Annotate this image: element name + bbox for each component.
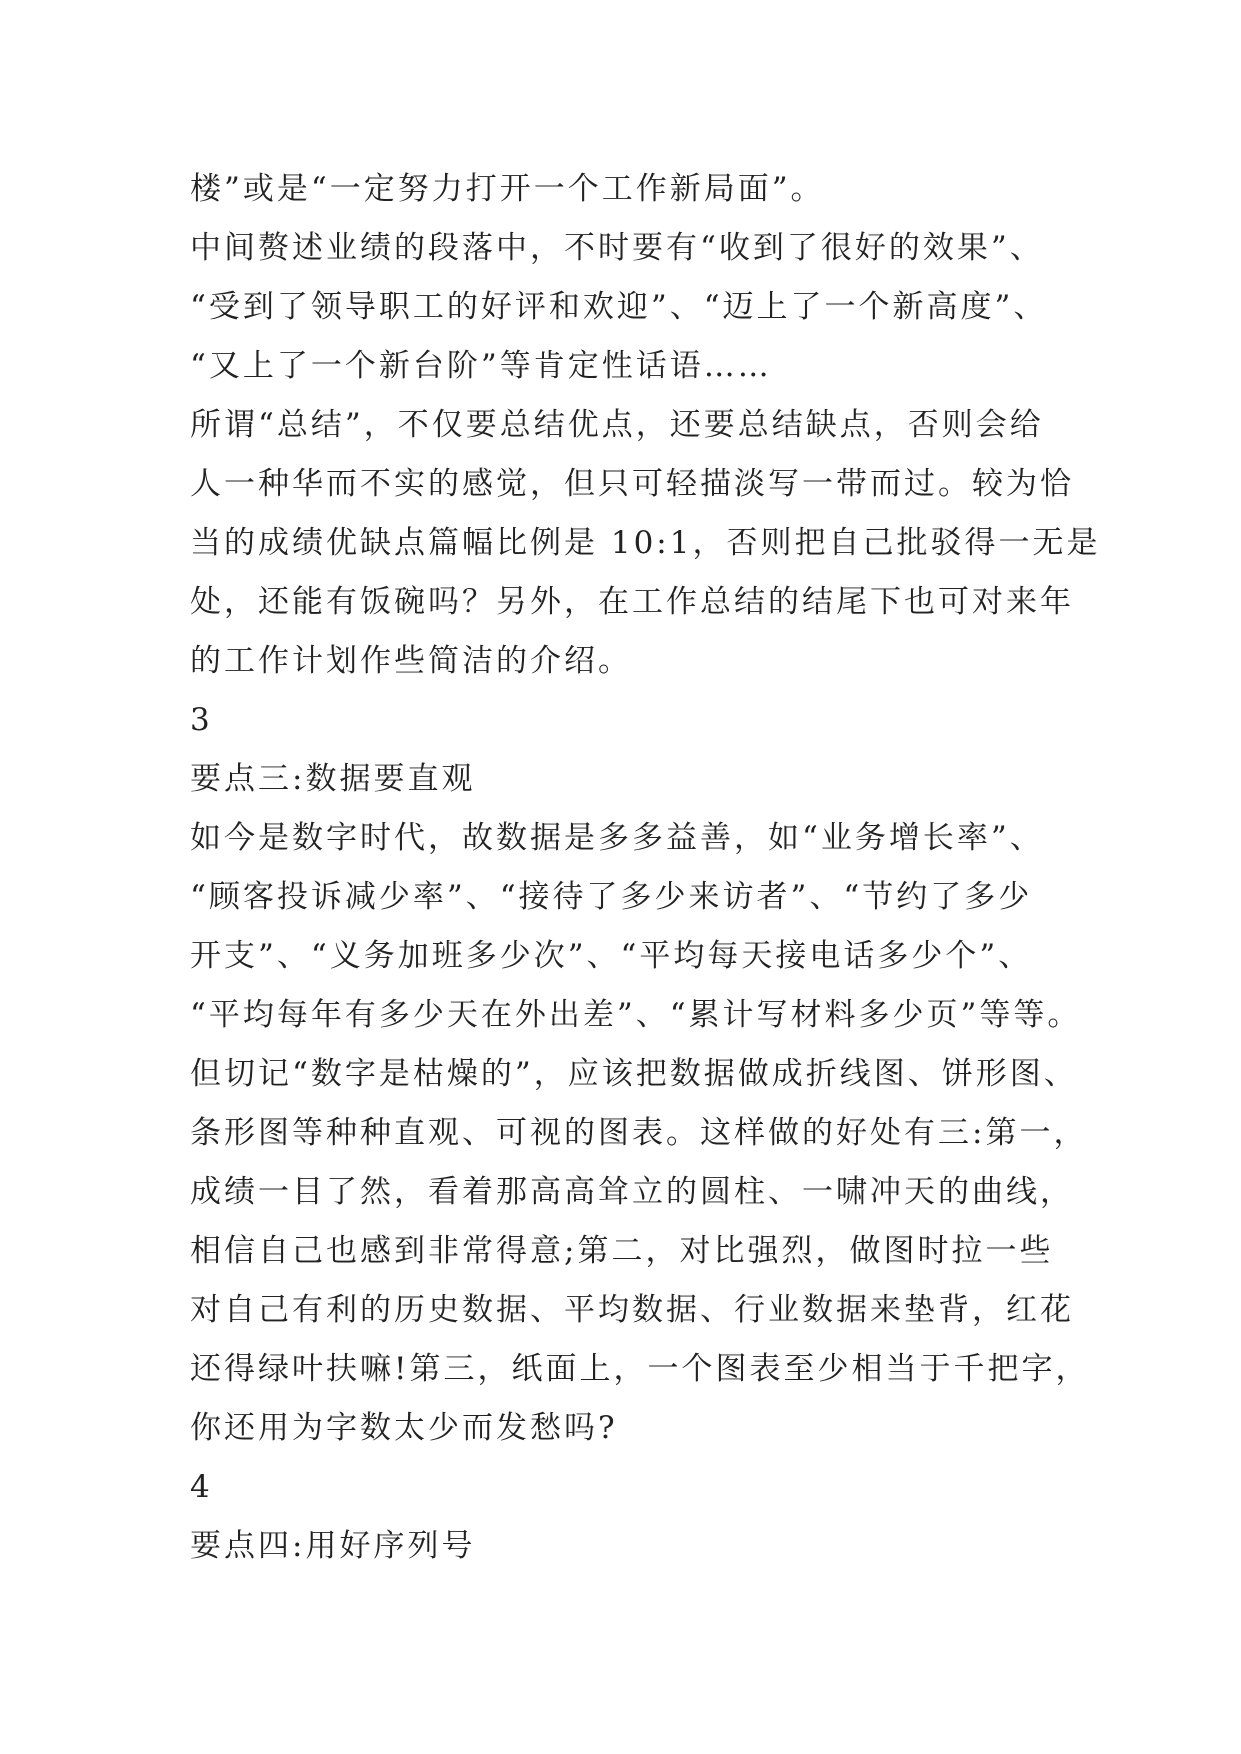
text-line: 人一种华而不实的感觉，但只可轻描淡写一带而过。较为恰 [190,466,1074,502]
text-line: 中间赘述业绩的段落中，不时要有“收到了很好的效果”、 [190,230,1044,266]
text-line: 你还用为字数太少而发愁吗? [190,1410,618,1446]
text-line: 的工作计划作些简洁的介绍。 [190,643,632,679]
text-line: 开支”、“义务加班多少次”、“平均每天接电话多少个”、 [190,938,1033,974]
text-line: 当的成绩优缺点篇幅比例是 10:1，否则把自己批驳得一无是 [190,525,1101,561]
text-line: 相信自己也感到非常得意;第二，对比强烈，做图时拉一些 [190,1233,1054,1269]
text-line: “平均每年有多少天在外出差”、“累计写材料多少页”等等。 [190,997,1082,1033]
section-number: 4 [190,1469,213,1505]
section-number: 3 [190,702,213,738]
text-line: “顾客投诉减少率”、“接待了多少来访者”、“节约了多少 [190,879,1033,915]
section-heading: 要点三:数据要直观 [190,761,476,797]
text-line: 所谓“总结”，不仅要总结优点，还要总结缺点，否则会给 [190,407,1044,443]
text-line: 条形图等种种直观、可视的图表。这样做的好处有三:第一， [190,1115,1088,1151]
text-line: 成绩一目了然，看着那高高耸立的圆柱、一啸冲天的曲线， [190,1174,1074,1210]
text-line: “受到了领导职工的好评和欢迎”、“迈上了一个新高度”、 [190,289,1048,325]
section-heading: 要点四:用好序列号 [190,1528,476,1564]
text-line: 但切记“数字是枯燥的”，应该把数据做成折线图、饼形图、 [190,1056,1078,1092]
text-line: 处，还能有饭碗吗？另外，在工作总结的结尾下也可对来年 [190,584,1074,620]
text-line: “又上了一个新台阶”等肯定性话语…… [190,348,772,384]
text-line: 还得绿叶扶嘛!第三，纸面上，一个图表至少相当于千把字， [190,1351,1090,1387]
text-line: 如今是数字时代，故数据是多多益善，如“业务增长率”、 [190,820,1044,856]
document-body [190,160,1101,1576]
text-line: 对自己有利的历史数据、平均数据、行业数据来垫背，红花 [190,1292,1074,1328]
text-line: 楼”或是“一定努力打开一个工作新局面”。 [190,171,825,207]
